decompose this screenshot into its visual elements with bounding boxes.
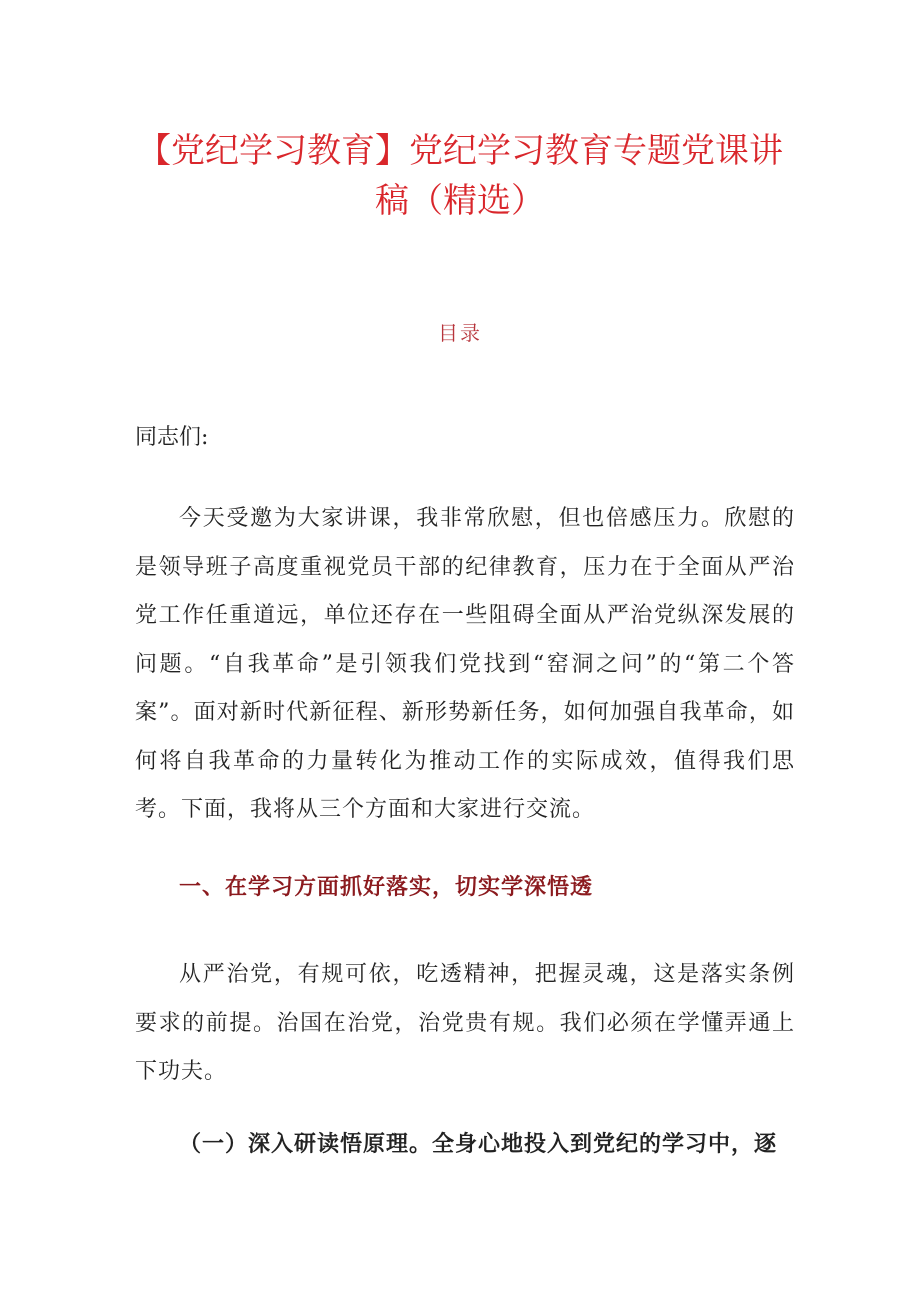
section-heading-1: 一、在学习方面抓好落实，切实学深悟透 [179,874,594,900]
toc-heading: 目录 [438,321,482,345]
document-title: 【党纪学习教育】党纪学习教育专题党课讲稿（精选） [137,131,783,221]
salutation: 同志们: [135,425,209,450]
subsection-heading-1: （一）深入研读悟原理。全身心地投入到党纪的学习中，逐 [179,1131,778,1157]
body-paragraph-1: 今天受邀为大家讲课，我非常欣慰，但也倍感压力。欣慰的是领导班子高度重视党员干部的纪律教育，压力在于全面从严治党工作任重道远，单位还存在一些阻碍全面从严治党纵深发展的问题。“自我革命”是引领我们党找到“窑洞之问”的“第二个答案”。面对新时代新征程、新形势新任务，如何加强自我革命，如何将自我革命的力量转化为推动工作的实际成效，值得我们思考。下面，我将从三个方面和大家进行交流。 [135,506,795,822]
body-paragraph-2: 从严治党，有规可依，吃透精神，把握灵魂，这是落实条例要求的前提。治国在治党，治党贵有规。我们必须在学懂弄通上下功夫。 [135,962,795,1084]
